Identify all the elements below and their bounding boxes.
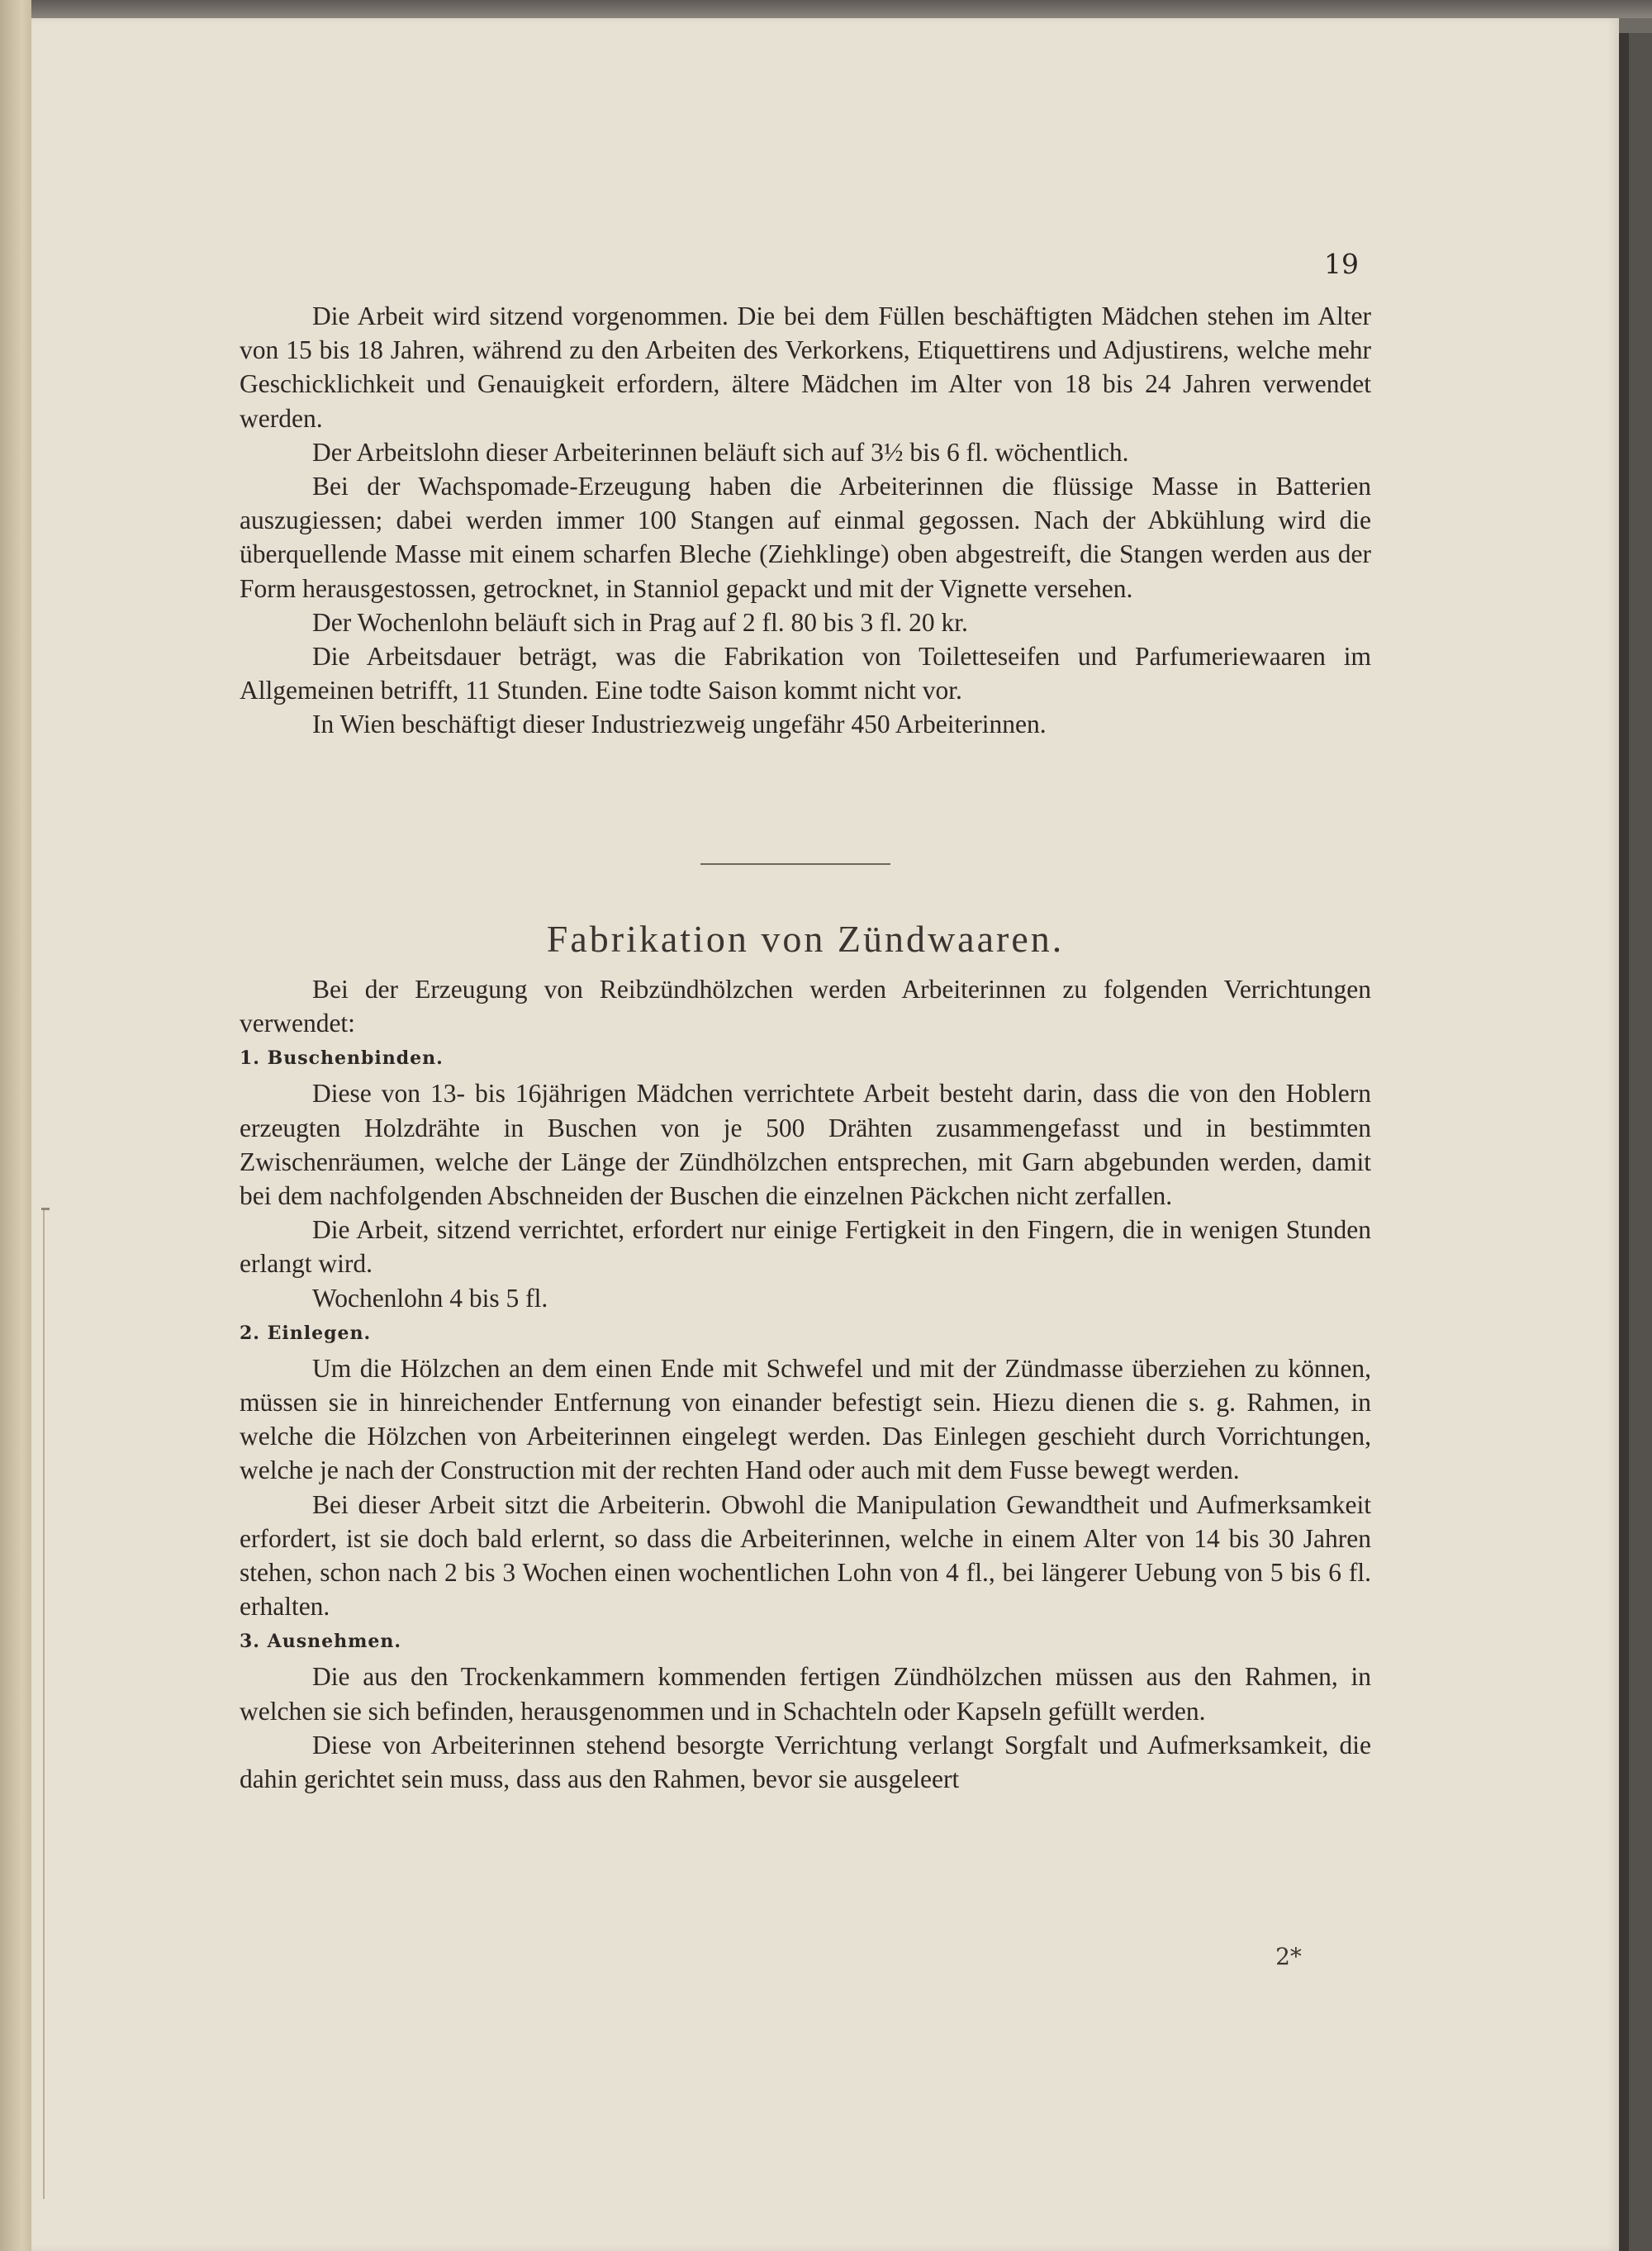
paragraph: Wochenlohn 4 bis 5 fl. bbox=[312, 1283, 548, 1313]
section-title: Fabrikation von Zündwaaren. bbox=[546, 918, 1065, 960]
section-divider bbox=[700, 863, 890, 865]
subheading-buschenbinden: 1. Buschenbinden. bbox=[240, 1047, 444, 1070]
paragraph: Der Wochenlohn beläuft sich in Prag auf 2 fl. 80 bis 3 fl. 20 kr. bbox=[312, 607, 968, 637]
subheading-einlegen: 2. Einlegen. bbox=[240, 1322, 372, 1344]
paragraph: Bei dieser Arbeit sitzt die Arbeiterin. Obwohl die Manipulation Gewandtheit und Aufmerksamkeit erfordert, ist sie doch bald erlernt, so dass die Arbeiterinnen, welche in einem Alter von 14 bis 30 Jahren stehen, schon nach 2 bis 3 Wochen einen wochentlichen Lohn von 4 fl., bei längerer Uebung von 5 bis 6 fl. erhalten. bbox=[240, 1489, 1371, 1622]
paragraph: Die aus den Trockenkammern kommenden fertigen Zündhölzchen müssen aus den Rahmen, in welchen sie sich befinden, herausgenommen und in Schachteln oder Kapseln gefüllt werden. bbox=[240, 1662, 1371, 1726]
paragraph: Die Arbeit wird sitzend vorgenommen. Die bei dem Füllen beschäftigten Mädchen stehen im Alter von 15 bis 18 Jahren, während zu den Arbeiten des Verkorkens, Etiquettirens und Adjustirens, welche mehr Geschicklichkeit und Genauigkeit erfordern, ältere Mädchen im Alter von 18 bis 24 Jahren verwendet werden. bbox=[240, 302, 1371, 433]
subheading-ausnehmen: 3. Ausnehmen. bbox=[240, 1631, 401, 1653]
paragraph: Die Arbeit, sitzend verrichtet, erfordert nur einige Fertigkeit in den Fingern, die in wenigen Stunden erlangt wird. bbox=[240, 1215, 1371, 1279]
paragraph: Diese von 13- bis 16jährigen Mädchen verrichtete Arbeit besteht darin, dass die von den Hoblern erzeugten Holzdrähte in Buschen von je 500 Drähten zusammengefasst und in bestimmten Zwischenräumen, welche der Länge der Zündhölzchen entsprechen, mit Garn abgebunden werden, damit bei dem nachfolgenden Abschneiden der Buschen die einzelnen Päckchen nicht zerfallen. bbox=[240, 1079, 1371, 1211]
margin-line bbox=[43, 1208, 45, 2199]
section-intro: Bei der Erzeugung von Reibzündhölzchen werden Arbeiterinnen zu folgenden Verrichtungen verwendet: bbox=[240, 975, 1371, 1038]
page-number: 19 bbox=[1324, 248, 1359, 280]
paragraph: Der Arbeitslohn dieser Arbeiterinnen beläuft sich auf 3½ bis 6 fl. wöchentlich. bbox=[312, 437, 1129, 467]
binding-edge bbox=[0, 0, 31, 2251]
section-body bbox=[240, 972, 1371, 1796]
intro-text bbox=[240, 299, 1371, 742]
page-right-shadow bbox=[1619, 33, 1629, 2251]
paragraph: Um die Hölzchen an dem einen Ende mit Schwefel und mit der Zündmasse überziehen zu können, müssen sie in hinreichender Entfernung von einander befestigt sein. Hiezu dienen die s. g. Rahmen, in welche die Hölzchen von Arbeiterinnen eingelegt werden. Das Einlegen geschieht durch Vorrichtungen, welche je nach der Construction mit der rechten Hand oder auch mit dem Fusse bewegt werden. bbox=[240, 1353, 1371, 1485]
paragraph: In Wien beschäftigt dieser Industriezweig ungefähr 450 Arbeiterinnen. bbox=[312, 710, 1047, 739]
scan-background bbox=[1629, 33, 1652, 2251]
paragraph: Die Arbeitsdauer beträgt, was die Fabrikation von Toiletteseifen und Parfumeriewaaren im Allgemeinen betrifft, 11 Stunden. Eine todte Saison kommt nicht vor. bbox=[240, 642, 1371, 705]
paragraph: Bei der Wachspomade-Erzeugung haben die Arbeiterinnen die flüssige Masse in Batterien auszugiessen; dabei werden immer 100 Stangen auf einmal gegossen. Nach der Abkühlung wird die überquellende Masse mit einem scharfen Bleche (Ziehklinge) oben abgestreift, die Stangen werden aus der Form herausgestossen, getrocknet, in Stanniol gepackt und mit der Vignette versehen. bbox=[240, 472, 1371, 603]
signature-mark: 2* bbox=[1275, 1943, 1302, 1970]
scan-top-edge bbox=[31, 0, 1652, 18]
paragraph: Diese von Arbeiterinnen stehend besorgte Verrichtung verlangt Sorgfalt und Aufmerksamkeit, die dahin gerichtet sein muss, dass aus den Rahmen, bevor sie ausgeleert bbox=[240, 1730, 1371, 1794]
margin-tick bbox=[41, 1208, 50, 1210]
